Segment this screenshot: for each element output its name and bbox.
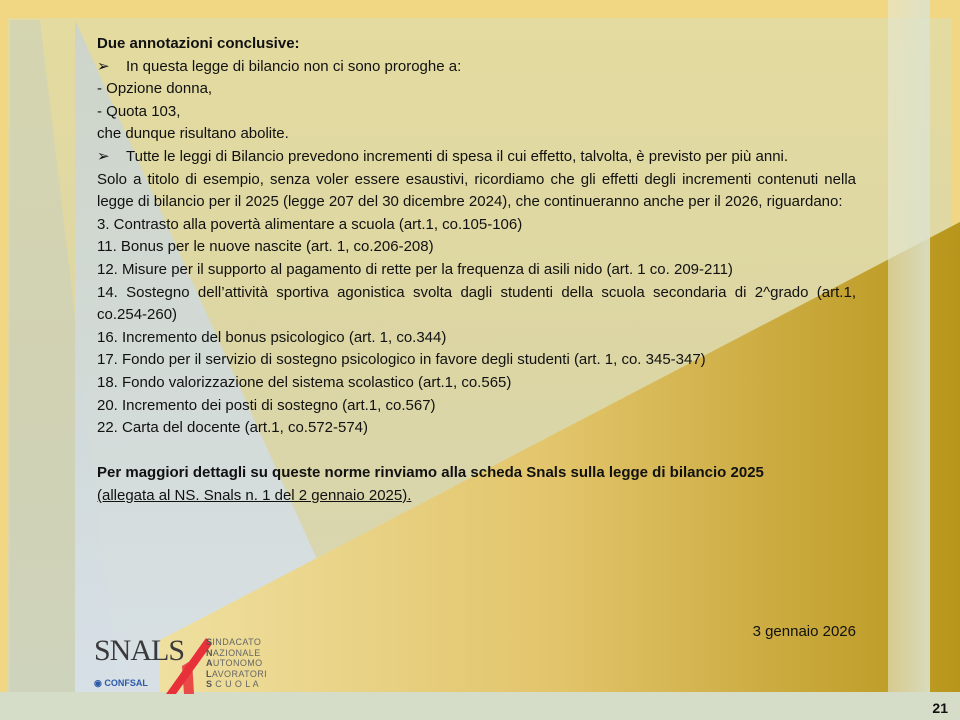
slide-date: 3 gennaio 2026 <box>752 623 856 640</box>
arrow-bullet-icon: ➢ <box>97 57 110 75</box>
body-text: che dunque risultano abolite. <box>97 125 289 143</box>
right-stripe <box>888 0 930 720</box>
logo-wordmark: SNALS <box>94 634 185 667</box>
bullet-item <box>97 146 856 169</box>
page-number: 21 <box>932 700 948 716</box>
bullet-text: Tutte le leggi di Bilancio prevedono incrementi di spesa il cui effetto, talvolta, è previsto per più anni. <box>126 147 789 165</box>
list-item: 14. Sostegno dell’attività sportiva agonistica svolta dagli studenti della scuola secondaria di 2^grado (art.1, co.254-260) <box>97 283 856 324</box>
confsal-shell-icon: ◉ <box>94 678 102 688</box>
list-item: 20. Incremento dei posti di sostegno (art.1, co.567) <box>97 396 436 414</box>
confsal-logo <box>94 678 148 689</box>
list-item: - Quota 103, <box>97 102 181 120</box>
logo-red-chevron-icon <box>154 636 214 698</box>
spacer <box>97 440 856 463</box>
intro-paragraph: Solo a titolo di esempio, senza voler essere esaustivi, ricordiamo che gli effetti degli incrementi contenuti nella legge di bilancio per il 2025 (legge 207 del 30 dicembre 2024), che continueranno anche per il 2026, riguardano: <box>97 170 856 211</box>
list-item: 12. Misure per il supporto al pagamento di rette per la frequenza di asili nido (art. 1 co. 209-211) <box>97 260 733 278</box>
bullet-text: In questa legge di bilancio non ci sono proroghe a: <box>126 57 462 75</box>
list-item: 18. Fondo valorizzazione del sistema scolastico (art.1, co.565) <box>97 373 512 391</box>
list-item: 11. Bonus per le nuove nascite (art. 1, co.206-208) <box>97 238 434 256</box>
list-item: 17. Fondo per il servizio di sostegno psicologico in favore degli studenti (art. 1, co. 345-347) <box>97 351 706 369</box>
slide-heading: Due annotazioni conclusive: <box>97 35 300 52</box>
acronym-line: NAZIONALE <box>206 647 261 658</box>
acronym-line: LAVORATORI <box>206 668 268 679</box>
snals-logo <box>94 634 274 696</box>
list-item: - Opzione donna, <box>97 80 213 98</box>
list-item: 3. Contrasto alla povertà alimentare a scuola (art.1, co.105-106) <box>97 215 523 233</box>
confsal-label: CONFSAL <box>104 678 148 688</box>
list-item: 16. Incremento del bonus psicologico (art. 1, co.344) <box>97 328 447 346</box>
list-item: 22. Carta del docente (art.1, co.572-574) <box>97 419 368 437</box>
bullet-item <box>97 56 856 79</box>
slide-body <box>97 33 856 507</box>
acronym-line: AUTONOMO <box>206 658 263 668</box>
arrow-bullet-icon: ➢ <box>97 147 110 165</box>
logo-acronym <box>206 637 267 690</box>
acronym-line: SINDACATO <box>206 637 262 647</box>
closing-note: Per maggiori dettagli su queste norme rinviamo alla scheda Snals sulla legge di bilancio 2025 <box>97 464 764 482</box>
acronym-line: S C U O L A <box>206 679 260 689</box>
footer-band <box>0 692 960 720</box>
attachment-link[interactable]: (allegata al NS. Snals n. 1 del 2 gennaio 2025). <box>97 486 412 504</box>
